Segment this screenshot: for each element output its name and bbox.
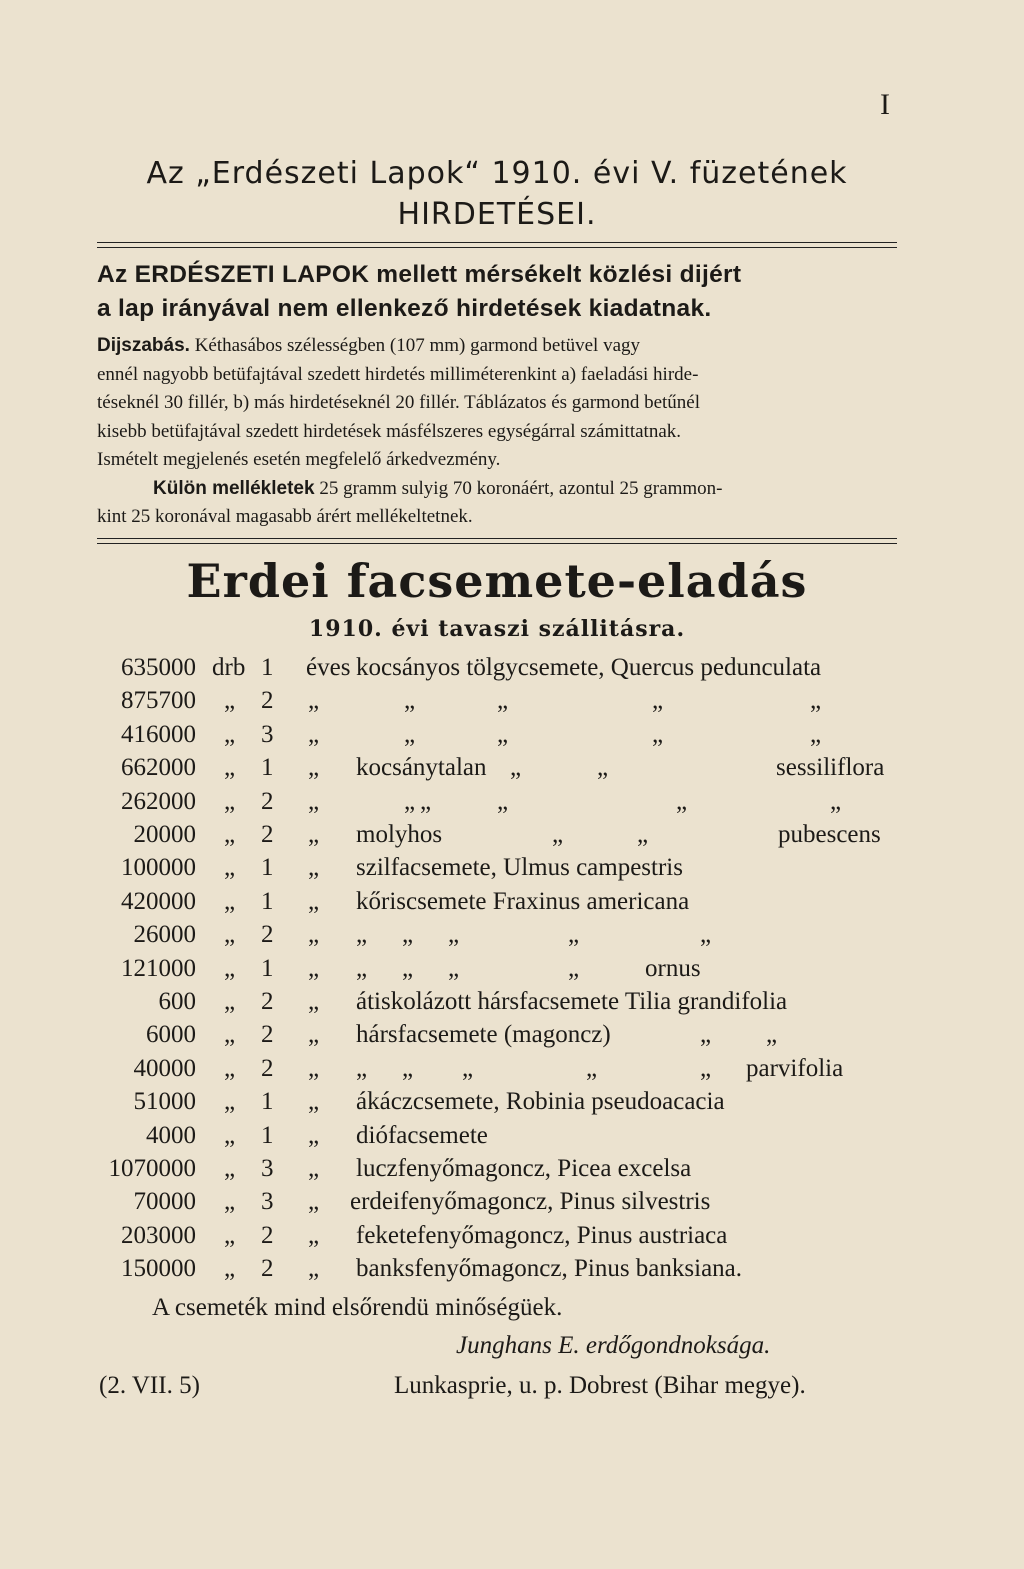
item-age-unit: éves xyxy=(306,654,351,681)
item-quantity: 416000 xyxy=(121,720,196,748)
item-age: 2 xyxy=(261,1255,274,1283)
supplement-lead: Külön mellékletek xyxy=(153,477,315,499)
list-item xyxy=(0,821,1024,854)
item-age-unit: „ xyxy=(308,1021,320,1049)
list-item xyxy=(0,921,1024,954)
ditto-mark: „ xyxy=(552,821,564,848)
item-quantity: 635000 xyxy=(121,654,196,681)
ditto-mark: „ xyxy=(810,687,822,715)
item-quantity: 420000 xyxy=(121,887,196,915)
ditto-mark: „ xyxy=(402,1054,414,1082)
item-age: 2 xyxy=(261,921,274,949)
item-age-unit: „ xyxy=(308,1255,320,1283)
item-age-unit: „ xyxy=(308,754,320,782)
item-age-unit: „ xyxy=(308,954,320,982)
item-unit: „ xyxy=(224,1088,236,1116)
item-age-unit: „ xyxy=(308,821,320,848)
item-description: molyhos xyxy=(356,821,443,848)
item-unit: „ xyxy=(224,1054,236,1082)
pricing-line: Ismételt megjelenés esetén megfelelő árkedvezmény. xyxy=(97,449,501,470)
ditto-mark: „ xyxy=(652,720,664,748)
ditto-mark: „ xyxy=(568,921,580,949)
ad-subtitle: 1910. évi tavaszi szállitásra. xyxy=(308,616,686,642)
species-epithet: sessiliflora xyxy=(776,754,885,782)
ditto-mark: „ xyxy=(700,921,712,949)
ditto-mark: „ xyxy=(637,821,649,848)
item-quantity: 26000 xyxy=(133,921,196,949)
item-quantity: 51000 xyxy=(133,1088,196,1116)
item-quantity: 121000 xyxy=(121,954,196,982)
item-age-unit: „ xyxy=(308,687,320,715)
item-unit: „ xyxy=(224,821,236,848)
item-description: kőriscsemete Fraxinus americana xyxy=(356,887,690,915)
pricing-line: ennél nagyobb betüfajtával szedett hirdetés milliméterenkint a) faeladási hirde- xyxy=(97,363,699,385)
item-age-unit: „ xyxy=(308,1155,320,1182)
ditto-mark: „ xyxy=(830,787,842,815)
page-number: I xyxy=(880,88,890,121)
item-unit: „ xyxy=(224,720,236,748)
supplement-line: kint 25 koronával magasabb árért mellékeltetnek. xyxy=(97,506,473,527)
ditto-mark: „ xyxy=(700,1054,712,1082)
item-unit: „ xyxy=(224,687,236,715)
item-age: 2 xyxy=(261,988,274,1015)
address: Lunkasprie, u. p. Dobrest (Bihar megye). xyxy=(394,1372,806,1399)
item-age: 2 xyxy=(261,787,274,815)
ditto-mark: „ xyxy=(766,1021,778,1049)
item-age: 2 xyxy=(261,1021,274,1049)
item-description: ákáczcsemete, Robinia pseudoacacia xyxy=(356,1088,725,1116)
item-age: 1 xyxy=(261,1121,274,1149)
item-age: 3 xyxy=(261,1188,274,1216)
list-item xyxy=(0,854,1024,887)
item-unit: „ xyxy=(224,988,236,1015)
item-age-unit: „ xyxy=(308,854,320,882)
item-age-unit: „ xyxy=(308,921,320,949)
divider xyxy=(97,242,897,243)
ditto-mark: „ xyxy=(402,921,414,949)
item-unit: „ xyxy=(224,1255,236,1283)
item-age-unit: „ xyxy=(308,720,320,748)
ditto-mark: „ xyxy=(510,754,522,782)
item-age: 1 xyxy=(261,887,274,915)
ditto-mark: „ xyxy=(568,954,580,982)
item-description: feketefenyőmagoncz, Pinus austriaca xyxy=(356,1221,728,1249)
item-unit: „ xyxy=(224,921,236,949)
item-quantity: 4000 xyxy=(146,1121,196,1149)
species-epithet: pubescens xyxy=(778,821,881,848)
list-item xyxy=(0,687,1024,720)
item-quantity: 203000 xyxy=(121,1221,196,1249)
item-quantity: 150000 xyxy=(121,1255,196,1283)
item-quantity: 600 xyxy=(158,988,196,1015)
item-unit: „ xyxy=(224,954,236,982)
item-quantity: 662000 xyxy=(121,754,196,782)
item-age: 1 xyxy=(261,1088,274,1116)
item-age-unit: „ xyxy=(308,988,320,1015)
ditto-mark: „ xyxy=(700,1021,712,1049)
divider xyxy=(97,247,897,248)
item-age: 2 xyxy=(261,821,274,848)
list-item xyxy=(0,1122,1024,1155)
pricing-paragraph xyxy=(97,332,897,532)
item-description: banksfenyőmagoncz, Pinus banksiana. xyxy=(356,1255,743,1283)
item-quantity: 70000 xyxy=(133,1188,196,1216)
supplement-line: 25 gramm sulyig 70 koronáért, azontul 25 grammon- xyxy=(319,477,723,499)
ditto-mark: „ xyxy=(497,687,509,715)
signature: Junghans E. erdőgondnoksága. xyxy=(456,1332,771,1359)
species-epithet: ornus xyxy=(645,954,701,982)
item-age-unit: „ xyxy=(308,887,320,915)
item-quantity: 20000 xyxy=(133,821,196,848)
list-item xyxy=(0,788,1024,821)
ditto-mark: „ xyxy=(497,720,509,748)
item-description: hársfacsemete (magoncz) xyxy=(356,1021,611,1049)
item-age-unit: „ xyxy=(308,1121,320,1149)
item-description: erdeifenyőmagoncz, Pinus silvestris xyxy=(350,1188,711,1216)
list-item xyxy=(0,988,1024,1021)
item-description: átiskolázott hársfacsemete Tilia grandifolia xyxy=(356,988,788,1015)
item-description: „ xyxy=(404,687,416,715)
list-item xyxy=(0,1055,1024,1088)
item-quantity: 40000 xyxy=(133,1054,196,1082)
page-subtitle: HIRDETÉSEI. xyxy=(397,197,597,232)
list-item xyxy=(0,654,1024,687)
item-description: kocsányos tölgycsemete, Quercus pedunculata xyxy=(356,654,822,681)
ditto-mark: „ xyxy=(676,787,688,815)
item-age: 2 xyxy=(261,1221,274,1249)
list-item xyxy=(0,754,1024,787)
pricing-lead: Dijszabás. xyxy=(97,335,190,356)
ad-title: Erdei facsemete-eladás xyxy=(186,554,808,608)
item-age-unit: „ xyxy=(308,1088,320,1116)
item-description: „ xyxy=(356,954,368,982)
list-item xyxy=(0,1255,1024,1288)
item-age: 1 xyxy=(261,854,274,882)
intro-line: a lap irányával nem ellenkező hirdetések kiadatnak. xyxy=(97,295,712,322)
item-age: 2 xyxy=(261,1054,274,1082)
item-quantity: 100000 xyxy=(121,854,196,882)
list-item xyxy=(0,1155,1024,1188)
item-age: 1 xyxy=(261,654,274,681)
item-age: 1 xyxy=(261,954,274,982)
intro-line: Az ERDÉSZETI LAPOK mellett mérsékelt közlési dijért xyxy=(97,261,742,288)
item-description: szilfacsemete, Ulmus campestris xyxy=(356,854,683,882)
list-item xyxy=(0,888,1024,921)
item-unit: „ xyxy=(224,1221,236,1249)
list-item xyxy=(0,1088,1024,1121)
ditto-mark: „ xyxy=(652,687,664,715)
ditto-mark: „ xyxy=(448,921,460,949)
list-item xyxy=(0,721,1024,754)
ditto-mark: „ xyxy=(462,1054,474,1082)
item-unit: „ xyxy=(224,787,236,815)
item-age-unit: „ xyxy=(308,1188,320,1216)
item-quantity: 262000 xyxy=(121,787,196,815)
item-unit: „ xyxy=(224,854,236,882)
item-description: diófacsemete xyxy=(356,1121,488,1149)
item-quantity: 6000 xyxy=(146,1021,196,1049)
item-age: 3 xyxy=(261,1155,274,1182)
item-unit: drb xyxy=(212,654,246,681)
item-age: 2 xyxy=(261,687,274,715)
item-age-unit: „ xyxy=(308,1221,320,1249)
pricing-line: kisebb betüfajtával szedett hirdetések másfélszeres egységárral számittatnak. xyxy=(97,420,681,442)
item-unit: „ xyxy=(224,1155,236,1182)
item-quantity: 875700 xyxy=(121,687,196,715)
ditto-mark: „ xyxy=(402,954,414,982)
species-epithet: parvifolia xyxy=(746,1054,844,1082)
divider xyxy=(97,538,897,539)
item-age: 1 xyxy=(261,754,274,782)
ad-code: (2. VII. 5) xyxy=(99,1372,200,1399)
ditto-mark: „ xyxy=(586,1054,598,1082)
list-item xyxy=(0,1021,1024,1054)
ditto-mark: „ xyxy=(420,787,432,815)
list-item xyxy=(0,955,1024,988)
quality-note: A csemeték mind elsőrendü minőségüek. xyxy=(152,1294,563,1321)
pricing-line: Kéthasábos szélességben (107 mm) garmond betüvel vagy xyxy=(194,335,641,356)
item-description: kocsánytalan xyxy=(356,754,487,782)
item-description: luczfenyőmagoncz, Picea excelsa xyxy=(356,1155,692,1182)
list-item xyxy=(0,1222,1024,1255)
item-age-unit: „ xyxy=(308,1054,320,1082)
ditto-mark: „ xyxy=(810,720,822,748)
item-age-unit: „ xyxy=(308,787,320,815)
item-unit: „ xyxy=(224,1121,236,1149)
item-unit: „ xyxy=(224,754,236,782)
ditto-mark: „ xyxy=(448,954,460,982)
item-unit: „ xyxy=(224,1021,236,1049)
item-description: „ xyxy=(404,787,416,815)
item-unit: „ xyxy=(224,887,236,915)
item-quantity: 1070000 xyxy=(108,1155,196,1182)
pricing-line: téseknél 30 fillér, b) más hirdetéseknél 20 fillér. Táblázatos és garmond betűnél xyxy=(97,392,700,413)
divider xyxy=(97,543,897,544)
item-description: „ xyxy=(404,720,416,748)
ditto-mark: „ xyxy=(497,787,509,815)
ditto-mark: „ xyxy=(597,754,609,782)
page-title: Az „Erdészeti Lapok“ 1910. évi V. füzetének xyxy=(146,156,848,191)
item-description: „ xyxy=(356,921,368,949)
item-description: „ xyxy=(356,1054,368,1082)
item-age: 3 xyxy=(261,720,274,748)
list-item xyxy=(0,1188,1024,1221)
item-unit: „ xyxy=(224,1188,236,1216)
